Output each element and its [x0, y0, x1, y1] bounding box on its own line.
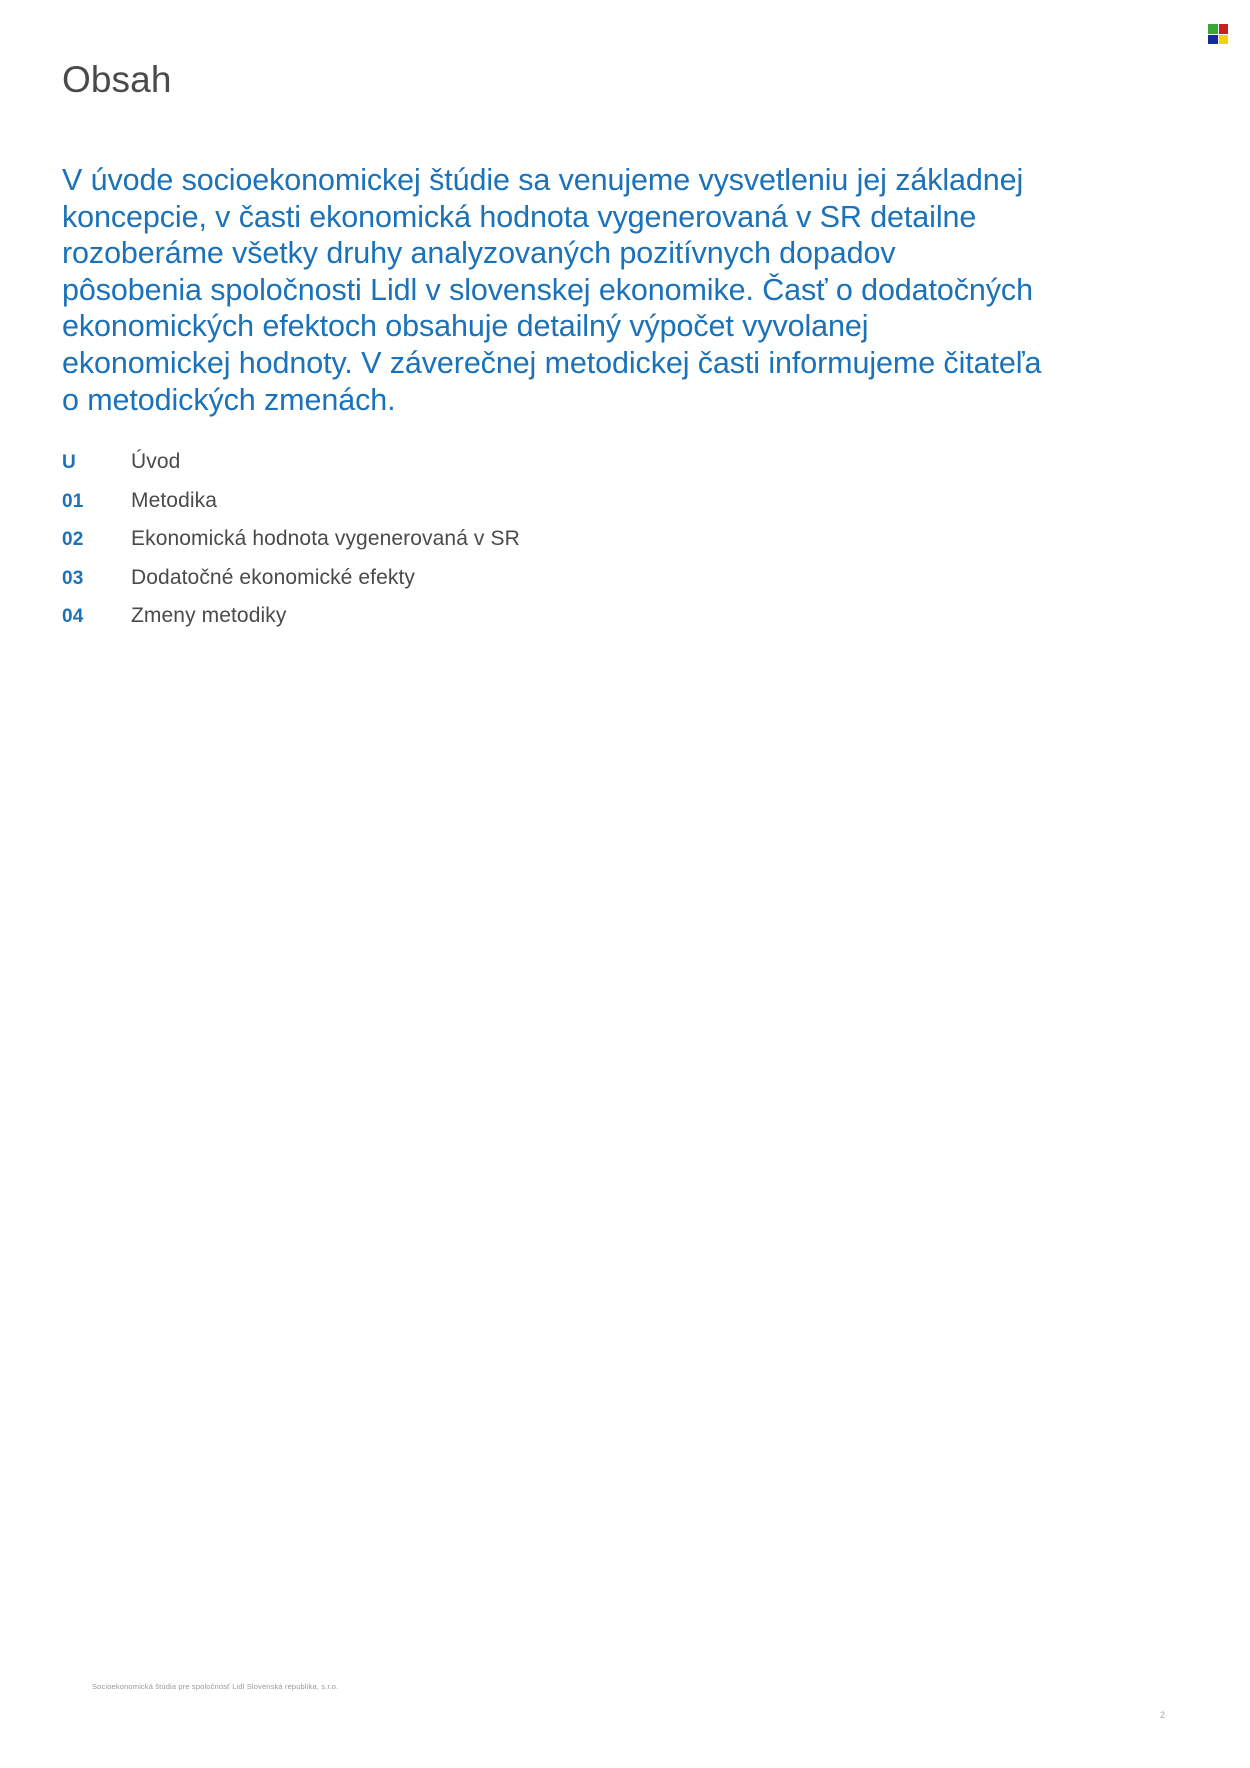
intro-paragraph: V úvode socioekonomickej štúdie sa venujeme vysvetleniu jej základnej koncepcie, v časti ekonomická hodnota vygenerovaná v SR detailne rozoberáme všetky druhy analyzovaných pozitívnych dopadov pôsobenia spoločnosti Lidl v slovenskej ekonomike. Časť o dodatočných ekonomických efektoch obsahuje detailný výpočet vyvolanej ekonomickej hodnoty. V záverečnej metodickej časti informujeme čitateľa o metodických zmenách.	[62, 163, 1042, 417]
four-square-logo-icon	[1208, 24, 1228, 44]
toc-entry-number: 02	[62, 529, 84, 550]
toc-entry-number: 01	[62, 490, 84, 512]
page-number: 2	[1160, 1710, 1166, 1720]
page-title: Obsah	[62, 59, 172, 100]
toc-entry-label: Metodika	[131, 488, 218, 512]
toc-entry-01[interactable]	[62, 489, 862, 528]
logo-square-top-left	[1208, 24, 1218, 34]
toc-entry-03[interactable]	[62, 566, 862, 605]
toc-entry-04[interactable]	[62, 604, 862, 643]
toc-entry-label: Zmeny metodiky	[131, 604, 287, 627]
toc-entry-u[interactable]	[62, 450, 862, 489]
toc-entry-number: U	[62, 452, 76, 473]
toc-entry-02[interactable]	[62, 527, 862, 566]
table-of-contents	[62, 450, 862, 643]
logo-square-bottom-right	[1219, 35, 1229, 45]
toc-entry-label: Dodatočné ekonomické efekty	[131, 565, 416, 589]
footer-note: Socioekonomická štúdia pre spoločnosť Lidl Slovenská republika, s.r.o.	[92, 1682, 339, 1691]
toc-entry-label: Ekonomická hodnota vygenerovaná v SR	[131, 527, 520, 550]
toc-entry-number: 03	[62, 567, 84, 589]
toc-entry-label: Úvod	[131, 450, 181, 473]
logo-square-top-right	[1219, 24, 1229, 34]
toc-entry-number: 04	[62, 606, 84, 627]
logo-square-bottom-left	[1208, 35, 1218, 45]
